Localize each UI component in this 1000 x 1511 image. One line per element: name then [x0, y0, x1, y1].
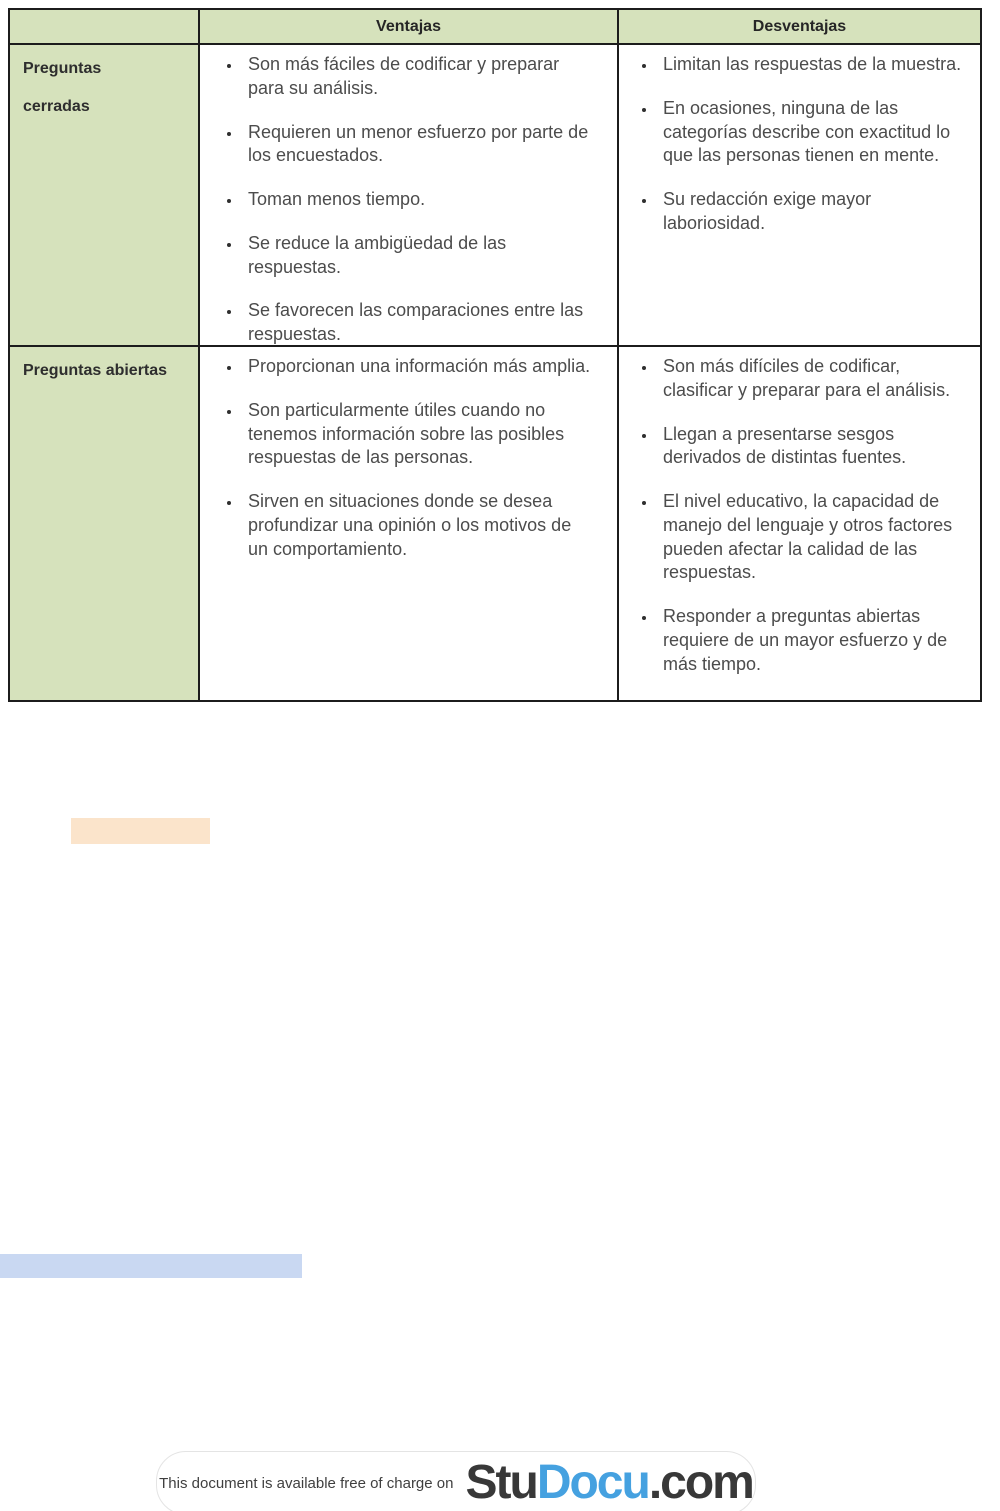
cell-cerradas-desventajas	[619, 45, 980, 347]
bullet-item: • Se favorecen las comparaciones entre las respuestas.	[242, 299, 594, 347]
studocu-logo-docu: Docu	[536, 1456, 649, 1509]
cell-cerradas-ventajas	[200, 45, 619, 347]
abiertas-desventajas-list	[619, 355, 980, 676]
bullet-item: • Se reduce la ambigüedad de las respuestas.	[242, 232, 594, 280]
column-header-ventajas	[200, 10, 619, 45]
cell-abiertas-ventajas	[200, 347, 619, 700]
bullet-item: • El nivel educativo, la capacidad de manejo del lenguaje y otros factores pueden afectar la calidad de las respuestas.	[657, 490, 975, 585]
bullet-item: • Su redacción exige mayor laboriosidad.	[657, 188, 975, 236]
bullet-item: • Requieren un menor esfuerzo por parte de los encuestados.	[242, 121, 594, 169]
bullet-item: • Toman menos tiempo.	[242, 188, 594, 212]
studocu-logo-stu: Stu	[465, 1456, 537, 1509]
cell-abiertas-desventajas	[619, 347, 980, 700]
bullet-item: • Son más difíciles de codificar, clasificar y preparar para el análisis.	[657, 355, 975, 403]
bullet-item: • Responder a preguntas abiertas requiere de un mayor esfuerzo y de más tiempo.	[657, 605, 975, 676]
label-line: cerradas	[23, 98, 90, 116]
blue-highlight-mark	[0, 1254, 302, 1278]
abiertas-ventajas-list	[200, 355, 617, 561]
footer-availability-text: This document is available free of charge on	[159, 1474, 454, 1492]
row-label-preguntas-cerradas	[10, 45, 200, 347]
label-line: Preguntas abiertas	[23, 362, 168, 379]
studocu-footer-banner	[156, 1451, 756, 1511]
studocu-logo-com: .com	[648, 1456, 753, 1509]
bullet-item: • Proporcionan una información más amplia.	[242, 355, 594, 379]
desventajas-header-label: Desventajas	[752, 17, 847, 35]
column-header-desventajas	[619, 10, 980, 45]
bullet-item: • Limitan las respuestas de la muestra.	[657, 53, 975, 77]
studocu-logo[interactable]	[465, 1456, 753, 1509]
table-corner-cell	[10, 10, 200, 45]
ventajas-header-label: Ventajas	[376, 17, 441, 35]
bullet-item: • Sirven en situaciones donde se desea profundizar una opinión o los motivos de un comportamiento.	[242, 490, 594, 561]
bullet-item: • En ocasiones, ninguna de las categorías describe con exactitud lo que las personas tienen en mente.	[657, 97, 975, 168]
comparison-table	[8, 8, 982, 702]
row-label-preguntas-abiertas	[10, 347, 200, 700]
cerradas-desventajas-list	[619, 53, 980, 236]
cerradas-ventajas-list	[200, 53, 617, 347]
bullet-item: • Llegan a presentarse sesgos derivados de distintas fuentes.	[657, 423, 975, 471]
bullet-item: • Son más fáciles de codificar y preparar para su análisis.	[242, 53, 594, 101]
label-line: Preguntas	[23, 60, 102, 77]
peach-highlight-mark	[71, 818, 210, 844]
bullet-item: • Son particularmente útiles cuando no tenemos información sobre las posibles respuestas de las personas.	[242, 399, 594, 470]
